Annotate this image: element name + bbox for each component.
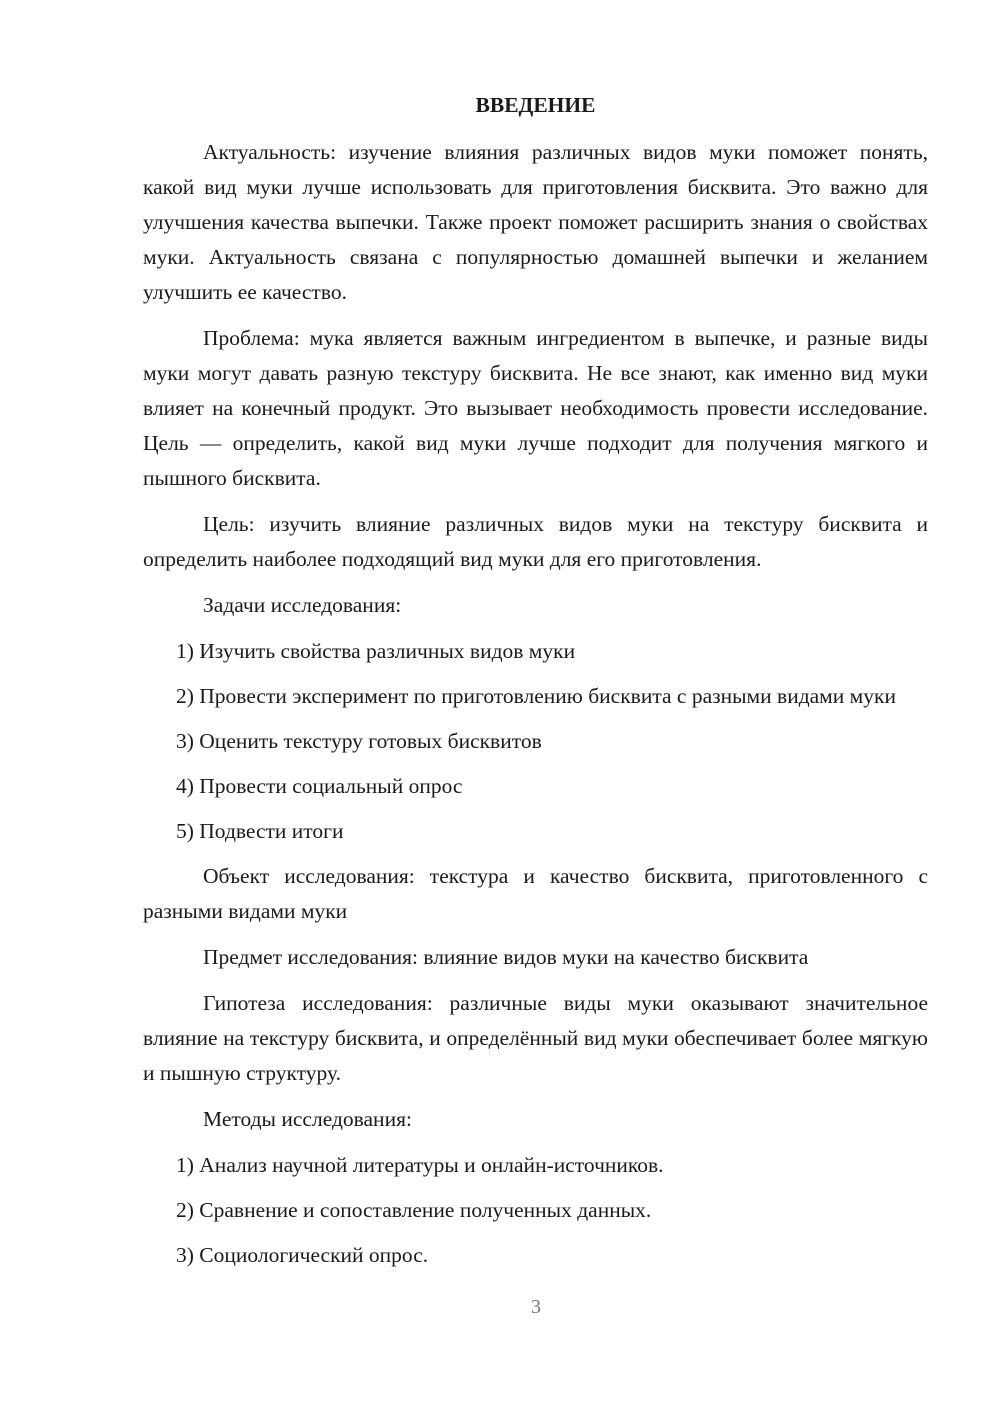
task-item: 4) Провести социальный опрос xyxy=(176,774,463,798)
task-item: 1) Изучить свойства различных видов муки xyxy=(176,639,576,663)
problem-paragraph: Проблема: мука является важным ингредиентом в выпечке, и разные виды муки могут давать разную текстуру бисквита. Не все знают, как именно вид муки влияет на конечный продукт. Это вызывает необходимость провести исследование. Цель — определить, какой вид муки лучше подходит для получения мягкого и пышного бисквита. xyxy=(143,326,928,490)
method-item: 3) Социологический опрос. xyxy=(176,1243,429,1267)
tasks-heading: Задачи исследования: xyxy=(203,593,402,617)
page-title: ВВЕДЕНИЕ xyxy=(475,93,596,117)
task-item: 5) Подвести итоги xyxy=(176,819,344,843)
page-number: 3 xyxy=(531,1296,541,1318)
hypothesis-paragraph: Гипотеза исследования: различные виды муки оказывают значительное влияние на текстуру бисквита, и определённый вид муки обеспечивает более мягкую и пышную структуру. xyxy=(143,991,928,1085)
document-page xyxy=(143,88,928,1283)
goal-paragraph: Цель: изучить влияние различных видов муки на текстуру бисквита и определить наиболее подходящий вид муки для его приготовления. xyxy=(143,512,928,571)
object-paragraph: Объект исследования: текстура и качество бисквита, приготовленного с разными видами муки xyxy=(143,864,928,923)
methods-heading: Методы исследования: xyxy=(203,1107,412,1131)
task-item: 2) Провести эксперимент по приготовлению бисквита с разными видами муки xyxy=(176,684,896,708)
method-item: 1) Анализ научной литературы и онлайн-источников. xyxy=(176,1153,664,1177)
subject-paragraph: Предмет исследования: влияние видов муки на качество бисквита xyxy=(203,945,809,969)
method-item: 2) Сравнение и сопоставление полученных данных. xyxy=(176,1198,652,1222)
task-item: 3) Оценить текстуру готовых бисквитов xyxy=(176,729,542,753)
relevance-paragraph: Актуальность: изучение влияния различных видов муки поможет понять, какой вид муки лучше использовать для приготовления бисквита. Это важно для улучшения качества выпечки. Также проект поможет расширить знания о свойствах муки. Актуальность связана с популярностью домашней выпечки и желанием улучшить ее качество. xyxy=(143,140,928,304)
